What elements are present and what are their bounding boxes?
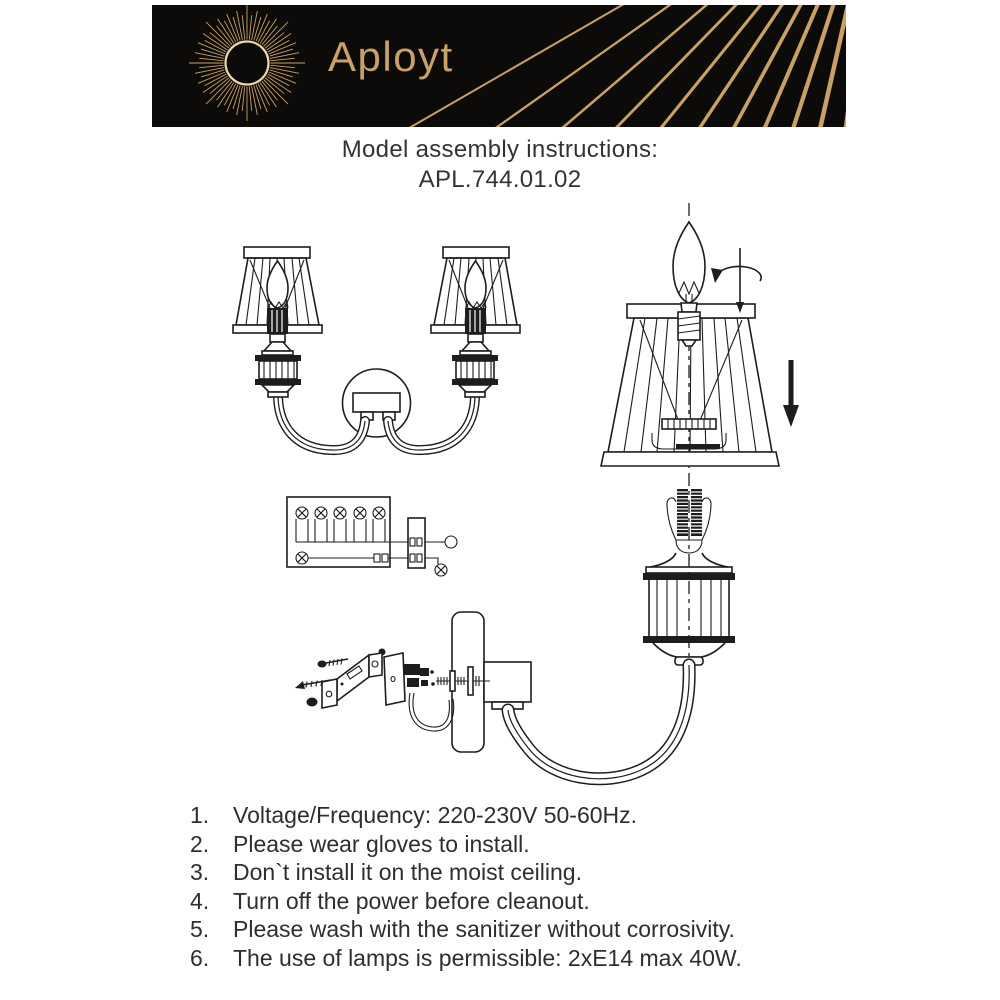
wiring-diagram xyxy=(287,497,457,576)
instruction-item xyxy=(190,944,742,973)
mount-box xyxy=(353,393,400,412)
instruction-number: 1. xyxy=(190,802,210,828)
instruction-item xyxy=(190,830,742,859)
shade-install-diagram xyxy=(601,222,799,466)
shade-ring xyxy=(652,419,726,449)
circle-x-lamp-symbols xyxy=(296,507,408,564)
mount-box-side xyxy=(484,662,531,702)
wall-mount-diagram xyxy=(295,612,531,752)
instruction-text: Voltage/Frequency: 220-230V 50-60Hz. xyxy=(233,802,638,828)
instruction-text: Please wear gloves to install. xyxy=(233,830,530,857)
sconce-front-diagram xyxy=(233,247,520,450)
instruction-item xyxy=(190,887,742,916)
instruction-list xyxy=(190,801,742,973)
terminal-cluster xyxy=(404,664,435,687)
brand-logo-text: Aployt xyxy=(328,33,454,80)
instruction-number: 6. xyxy=(190,944,210,971)
instruction-text: Turn off the power before cleanout. xyxy=(233,887,590,914)
wire-loop xyxy=(409,693,454,731)
instruction-text: Please wash with the sanitizer without corrosivity. xyxy=(233,916,735,943)
title-line-2: APL.744.01.02 xyxy=(418,166,582,193)
title-line-1: Model assembly instructions: xyxy=(341,136,659,163)
right-lamp xyxy=(431,247,520,397)
candle-bulb xyxy=(673,222,705,346)
instruction-number: 5. xyxy=(190,916,210,943)
instruction-number: 4. xyxy=(190,887,210,914)
left-lamp xyxy=(233,247,322,397)
instruction-text: Don`t install it on the moist ceiling. xyxy=(233,859,582,886)
instruction-number: 3. xyxy=(190,859,210,886)
instruction-item xyxy=(190,915,742,944)
down-arrow-icon xyxy=(783,360,799,427)
instruction-number: 2. xyxy=(190,830,210,857)
socket-arm-diagram xyxy=(508,489,735,779)
instruction-item xyxy=(190,801,742,830)
curved-arm xyxy=(508,665,689,779)
instruction-item xyxy=(190,858,742,887)
instruction-text: The use of lamps is permissible: 2xE14 max 40W. xyxy=(233,944,742,971)
